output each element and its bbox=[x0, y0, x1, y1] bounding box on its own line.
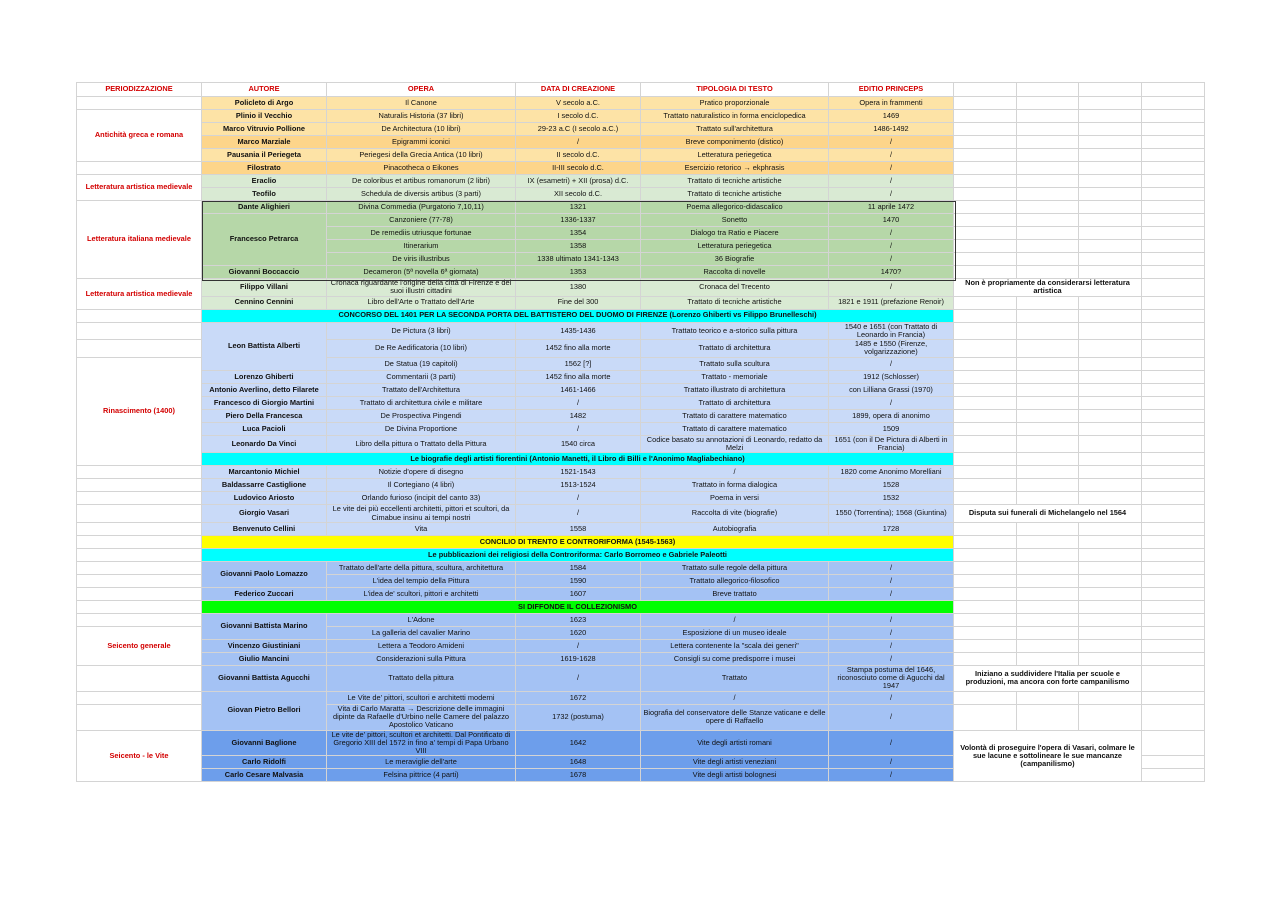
table-row bbox=[77, 730, 1205, 756]
type-cell: Vite degli artisti romani bbox=[641, 730, 829, 756]
table-row bbox=[77, 136, 1205, 149]
work-cell: De Prospectiva Pingendi bbox=[327, 409, 516, 422]
table-row bbox=[77, 613, 1205, 626]
date-cell: 1452 fino alla morte bbox=[516, 340, 641, 358]
work-cell: Schedula de diversis artibus (3 parti) bbox=[327, 188, 516, 201]
type-cell: Trattato bbox=[641, 665, 829, 691]
type-cell: Trattato sulle regole della pittura bbox=[641, 561, 829, 574]
date-cell: II-III secolo d.C. bbox=[516, 162, 641, 175]
author-cell: Marcantonio Michiel bbox=[202, 466, 327, 479]
date-cell: 1336-1337 bbox=[516, 214, 641, 227]
editio-cell: / bbox=[829, 188, 954, 201]
editio-cell: 1912 (Schlosser) bbox=[829, 370, 954, 383]
type-cell: Lettera contenente la "scala dei generi" bbox=[641, 639, 829, 652]
type-cell: Poema in versi bbox=[641, 492, 829, 505]
date-cell: Fine del 300 bbox=[516, 296, 641, 309]
author-cell: Filostrato bbox=[202, 162, 327, 175]
work-cell: Il Cortegiano (4 libri) bbox=[327, 479, 516, 492]
author-cell: Federico Zuccari bbox=[202, 587, 327, 600]
type-cell: Esposizione di un museo ideale bbox=[641, 626, 829, 639]
editio-cell: / bbox=[829, 626, 954, 639]
author-cell: Leon Battista Alberti bbox=[202, 322, 327, 370]
editio-cell: 1528 bbox=[829, 479, 954, 492]
work-cell: Periegesi della Grecia Antica (10 libri) bbox=[327, 149, 516, 162]
type-cell: Trattato sulla scultura bbox=[641, 357, 829, 370]
work-cell: Notizie d'opere di disegno bbox=[327, 466, 516, 479]
editio-cell: / bbox=[829, 175, 954, 188]
date-cell: 1672 bbox=[516, 691, 641, 704]
date-cell: 1452 fino alla morte bbox=[516, 370, 641, 383]
table-row bbox=[77, 535, 1205, 548]
table-row bbox=[77, 309, 1205, 322]
date-cell: 1380 bbox=[516, 279, 641, 297]
type-cell: / bbox=[641, 691, 829, 704]
type-cell: Consigli su come predisporre i musei bbox=[641, 652, 829, 665]
date-cell: / bbox=[516, 505, 641, 523]
date-cell: II secolo d.C. bbox=[516, 149, 641, 162]
type-cell: / bbox=[641, 466, 829, 479]
date-cell: 1584 bbox=[516, 561, 641, 574]
table-row bbox=[77, 149, 1205, 162]
editio-cell: / bbox=[829, 574, 954, 587]
date-cell: 1623 bbox=[516, 613, 641, 626]
type-cell: Pratico proporzionale bbox=[641, 97, 829, 110]
author-cell: Giovanni Paolo Lomazzo bbox=[202, 561, 327, 587]
work-cell: Trattato dell'Architettura bbox=[327, 383, 516, 396]
type-cell: Autobiografia bbox=[641, 522, 829, 535]
work-cell: Pinacotheca o Eikones bbox=[327, 162, 516, 175]
table-row bbox=[77, 296, 1205, 309]
type-cell: Trattato sull'architettura bbox=[641, 123, 829, 136]
work-cell: Divina Commedia (Purgatorio 7,10,11) bbox=[327, 201, 516, 214]
work-cell: Le vite dei più eccellenti architetti, pittori et scultori, da Cimabue insinu ai tempi nostri bbox=[327, 505, 516, 523]
period-seicento: Seicento generale bbox=[77, 626, 202, 665]
date-cell: 1321 bbox=[516, 201, 641, 214]
work-cell: L'idea del tempio della Pittura bbox=[327, 574, 516, 587]
editio-cell: / bbox=[829, 561, 954, 574]
date-cell: 1521-1543 bbox=[516, 466, 641, 479]
author-cell: Antonio Averlino, detto Filarete bbox=[202, 383, 327, 396]
table-row bbox=[77, 214, 1205, 227]
author-cell: Plinio il Vecchio bbox=[202, 110, 327, 123]
author-cell: Giorgio Vasari bbox=[202, 505, 327, 523]
banner-pubblicazioni: Le pubblicazioni dei religiosi della Controriforma: Carlo Borromeo e Gabriele Paleotti bbox=[202, 548, 954, 561]
table-row bbox=[77, 370, 1205, 383]
editio-cell: 1532 bbox=[829, 492, 954, 505]
work-cell: Decameron (5ª novella 6ª giornata) bbox=[327, 266, 516, 279]
table-row bbox=[77, 97, 1205, 110]
work-cell: Considerazioni sulla Pittura bbox=[327, 652, 516, 665]
art-literature-table bbox=[76, 82, 1205, 782]
period-rinascimento: Rinascimento (1400) bbox=[77, 357, 202, 466]
note-vasari: Disputa sui funerali di Michelangelo nel 1564 bbox=[954, 505, 1142, 523]
work-cell: Canzoniere (77-78) bbox=[327, 214, 516, 227]
editio-cell: con Lilliana Grassi (1970) bbox=[829, 383, 954, 396]
header-tipologia: TIPOLOGIA DI TESTO bbox=[641, 83, 829, 97]
header-data: DATA DI CREAZIONE bbox=[516, 83, 641, 97]
editio-cell: / bbox=[829, 149, 954, 162]
work-cell: L'idea de' scultori, pittori e architetti bbox=[327, 587, 516, 600]
date-cell: IX (esametri) + XII (prosa) d.C. bbox=[516, 175, 641, 188]
author-cell: Eraclio bbox=[202, 175, 327, 188]
date-cell: / bbox=[516, 665, 641, 691]
editio-cell: Opera in frammenti bbox=[829, 97, 954, 110]
table-row bbox=[77, 175, 1205, 188]
date-cell: V secolo a.C. bbox=[516, 97, 641, 110]
type-cell: Vite degli artisti bolognesi bbox=[641, 769, 829, 782]
editio-cell: / bbox=[829, 756, 954, 769]
table-row bbox=[77, 479, 1205, 492]
type-cell: Sonetto bbox=[641, 214, 829, 227]
table-row bbox=[77, 548, 1205, 561]
type-cell: / bbox=[641, 613, 829, 626]
editio-cell: 1821 e 1911 (prefazione Renoir) bbox=[829, 296, 954, 309]
editio-cell: 1469 bbox=[829, 110, 954, 123]
date-cell: 1642 bbox=[516, 730, 641, 756]
date-cell: 1678 bbox=[516, 769, 641, 782]
date-cell: 1648 bbox=[516, 756, 641, 769]
work-cell: La galleria del cavalier Marino bbox=[327, 626, 516, 639]
date-cell: / bbox=[516, 136, 641, 149]
work-cell: Libro dell'Arte o Trattato dell'Arte bbox=[327, 296, 516, 309]
editio-cell: / bbox=[829, 396, 954, 409]
work-cell: Le meraviglie dell'arte bbox=[327, 756, 516, 769]
table-row bbox=[77, 435, 1205, 453]
note-vite: Volontà di proseguire l'opera di Vasari, colmare le sue lacune e sottolineare le sue mancanze (campanilismo) bbox=[954, 730, 1142, 782]
type-cell: Trattato allegorico-filosofico bbox=[641, 574, 829, 587]
period-antichita: Antichità greca e romana bbox=[77, 110, 202, 162]
table-row bbox=[77, 652, 1205, 665]
date-cell: 1358 bbox=[516, 240, 641, 253]
table-row bbox=[77, 383, 1205, 396]
author-cell: Giovan Pietro Bellori bbox=[202, 691, 327, 730]
type-cell: Esercizio retorico → ekphrasis bbox=[641, 162, 829, 175]
editio-cell: / bbox=[829, 730, 954, 756]
author-cell: Piero Della Francesca bbox=[202, 409, 327, 422]
table-row bbox=[77, 266, 1205, 279]
period-vite: Seicento - le Vite bbox=[77, 730, 202, 782]
date-cell: 1558 bbox=[516, 522, 641, 535]
work-cell: Libro della pittura o Trattato della Pittura bbox=[327, 435, 516, 453]
date-cell: 1353 bbox=[516, 266, 641, 279]
date-cell: / bbox=[516, 492, 641, 505]
type-cell: Codice basato su annotazioni di Leonardo, redatto da Melzi bbox=[641, 435, 829, 453]
date-cell: 1338 ultimato 1341-1343 bbox=[516, 253, 641, 266]
date-cell: 1562 [?] bbox=[516, 357, 641, 370]
note-scuole: Iniziano a suddividere l'Italia per scuole e produzioni, ma ancora con forte campanilismo bbox=[954, 665, 1142, 691]
header-autore: AUTORE bbox=[202, 83, 327, 97]
work-cell: Il Canone bbox=[327, 97, 516, 110]
author-cell: Baldassarre Castiglione bbox=[202, 479, 327, 492]
date-cell: 1732 (postuma) bbox=[516, 704, 641, 730]
editio-cell: 1651 (con il De Pictura di Alberti in Francia) bbox=[829, 435, 954, 453]
date-cell: / bbox=[516, 639, 641, 652]
work-cell: De Pictura (3 libri) bbox=[327, 322, 516, 340]
editio-cell: / bbox=[829, 587, 954, 600]
author-cell: Giovanni Boccaccio bbox=[202, 266, 327, 279]
date-cell: 1540 circa bbox=[516, 435, 641, 453]
type-cell: Trattato teorico e a-storico sulla pittura bbox=[641, 322, 829, 340]
table-row bbox=[77, 639, 1205, 652]
table-row bbox=[77, 123, 1205, 136]
editio-cell: / bbox=[829, 652, 954, 665]
table-row bbox=[77, 322, 1205, 340]
work-cell: Felsina pittrice (4 parti) bbox=[327, 769, 516, 782]
table-row bbox=[77, 110, 1205, 123]
note-villani: Non è propriamente da considerarsi letteratura artistica bbox=[954, 279, 1142, 297]
work-cell: Le Vite de' pittori, scultori e architetti moderni bbox=[327, 691, 516, 704]
type-cell: Trattato di architettura bbox=[641, 340, 829, 358]
editio-cell: 1509 bbox=[829, 422, 954, 435]
type-cell: Breve componimento (distico) bbox=[641, 136, 829, 149]
type-cell: Letteratura periegetica bbox=[641, 149, 829, 162]
type-cell: Raccolta di vite (biografie) bbox=[641, 505, 829, 523]
table-row bbox=[77, 453, 1205, 466]
type-cell: Trattato di tecniche artistiche bbox=[641, 188, 829, 201]
author-cell: Teofilo bbox=[202, 188, 327, 201]
author-cell: Giulio Mancini bbox=[202, 652, 327, 665]
header-periodizzazione: PERIODIZZAZIONE bbox=[77, 83, 202, 97]
author-cell: Marco Vitruvio Pollione bbox=[202, 123, 327, 136]
table-row bbox=[77, 188, 1205, 201]
work-cell: Trattato dell'arte della pittura, scultura, architettura bbox=[327, 561, 516, 574]
type-cell: 36 Biografie bbox=[641, 253, 829, 266]
header-row bbox=[77, 83, 1205, 97]
type-cell: Trattato in forma dialogica bbox=[641, 479, 829, 492]
editio-cell: / bbox=[829, 613, 954, 626]
type-cell: Poema allegorico-didascalico bbox=[641, 201, 829, 214]
date-cell: 1461-1466 bbox=[516, 383, 641, 396]
editio-cell: / bbox=[829, 240, 954, 253]
work-cell: Vita bbox=[327, 522, 516, 535]
table-row bbox=[77, 505, 1205, 523]
table-row bbox=[77, 396, 1205, 409]
work-cell: Vita di Carlo Maratta → Descrizione delle immagini dipinte da Rafaelle d'Urbino nelle Camere del palazzo Apostolico Vaticano bbox=[327, 704, 516, 730]
editio-cell: / bbox=[829, 253, 954, 266]
author-cell: Vincenzo Giustiniani bbox=[202, 639, 327, 652]
header-editio: EDITIO PRINCEPS bbox=[829, 83, 954, 97]
table-row bbox=[77, 665, 1205, 691]
work-cell: De Divina Proportione bbox=[327, 422, 516, 435]
type-cell: Trattato naturalistico in forma enciclopedica bbox=[641, 110, 829, 123]
work-cell: De viris illustribus bbox=[327, 253, 516, 266]
type-cell: Trattato di architettura bbox=[641, 396, 829, 409]
table-row bbox=[77, 561, 1205, 574]
work-cell: Epigrammi iconici bbox=[327, 136, 516, 149]
period-medievale-1: Letteratura artistica medievale bbox=[77, 175, 202, 201]
work-cell: Trattato di architettura civile e militare bbox=[327, 396, 516, 409]
author-cell: Leonardo Da Vinci bbox=[202, 435, 327, 453]
editio-cell: / bbox=[829, 136, 954, 149]
author-cell: Cennino Cennini bbox=[202, 296, 327, 309]
editio-cell: 1470? bbox=[829, 266, 954, 279]
table-row bbox=[77, 522, 1205, 535]
date-cell: 1513-1524 bbox=[516, 479, 641, 492]
table-row bbox=[77, 492, 1205, 505]
type-cell: Vite degli artisti veneziani bbox=[641, 756, 829, 769]
author-cell: Luca Pacioli bbox=[202, 422, 327, 435]
editio-cell: 1899, opera di anonimo bbox=[829, 409, 954, 422]
author-cell: Dante Alighieri bbox=[202, 201, 327, 214]
work-cell: De Statua (19 capitoli) bbox=[327, 357, 516, 370]
table-row bbox=[77, 422, 1205, 435]
work-cell: Trattato della pittura bbox=[327, 665, 516, 691]
editio-cell: / bbox=[829, 704, 954, 730]
editio-cell: / bbox=[829, 279, 954, 297]
work-cell: Lettera a Teodoro Amideni bbox=[327, 639, 516, 652]
editio-cell: 1540 e 1651 (con Trattato di Leonardo in Francia) bbox=[829, 322, 954, 340]
work-cell: Orlando furioso (incipit del canto 33) bbox=[327, 492, 516, 505]
work-cell: Naturalis Historia (37 libri) bbox=[327, 110, 516, 123]
type-cell: Biografia del conservatore delle Stanze vaticane e delle opere di Raffaello bbox=[641, 704, 829, 730]
editio-cell: 1470 bbox=[829, 214, 954, 227]
author-cell: Francesco di Giorgio Martini bbox=[202, 396, 327, 409]
period-medievale-2: Letteratura artistica medievale bbox=[77, 279, 202, 310]
author-cell: Ludovico Ariosto bbox=[202, 492, 327, 505]
work-cell: Le vite de' pittori, scultori et architetti. Dal Pontificato di Gregorio XIII del 1572 in fino a' tempi di Papa Urbano VIII bbox=[327, 730, 516, 756]
header-opera: OPERA bbox=[327, 83, 516, 97]
date-cell: 1607 bbox=[516, 587, 641, 600]
banner-collezionismo: SI DIFFONDE IL COLLEZIONISMO bbox=[202, 600, 954, 613]
author-cell: Giovanni Battista Marino bbox=[202, 613, 327, 639]
banner-biografie: Le biografie degli artisti fiorentini (Antonio Manetti, il Libro di Billi e l'Anonimo Magliabechiano) bbox=[202, 453, 954, 466]
table-row bbox=[77, 201, 1205, 214]
work-cell: Commentarii (3 parti) bbox=[327, 370, 516, 383]
date-cell: 1590 bbox=[516, 574, 641, 587]
work-cell: De coloribus et artibus romanorum (2 libri) bbox=[327, 175, 516, 188]
editio-cell: 1550 (Torrentina); 1568 (Giuntina) bbox=[829, 505, 954, 523]
date-cell: 1354 bbox=[516, 227, 641, 240]
work-cell: L'Adone bbox=[327, 613, 516, 626]
date-cell: 1482 bbox=[516, 409, 641, 422]
author-cell: Lorenzo Ghiberti bbox=[202, 370, 327, 383]
date-cell: I secolo d.C. bbox=[516, 110, 641, 123]
type-cell: Dialogo tra Ratio e Piacere bbox=[641, 227, 829, 240]
type-cell: Cronaca del Trecento bbox=[641, 279, 829, 297]
author-cell: Benvenuto Cellini bbox=[202, 522, 327, 535]
editio-cell: / bbox=[829, 691, 954, 704]
editio-cell: / bbox=[829, 769, 954, 782]
editio-cell: / bbox=[829, 639, 954, 652]
work-cell: Itinerarium bbox=[327, 240, 516, 253]
author-cell: Pausania il Periegeta bbox=[202, 149, 327, 162]
date-cell: / bbox=[516, 422, 641, 435]
editio-cell: / bbox=[829, 227, 954, 240]
editio-cell: 1728 bbox=[829, 522, 954, 535]
table-row bbox=[77, 466, 1205, 479]
work-cell: De Re Aedificatoria (10 libri) bbox=[327, 340, 516, 358]
editio-cell: 1820 come Anonimo Morelliani bbox=[829, 466, 954, 479]
date-cell: 1619-1628 bbox=[516, 652, 641, 665]
banner-concilio: CONCILIO DI TRENTO E CONTRORIFORMA (1545-1563) bbox=[202, 535, 954, 548]
type-cell: Trattato illustrato di architettura bbox=[641, 383, 829, 396]
editio-cell: Stampa postuma del 1646, riconosciuto come di Agucchi dal 1947 bbox=[829, 665, 954, 691]
type-cell: Trattato di tecniche artistiche bbox=[641, 175, 829, 188]
author-cell: Carlo Cesare Malvasia bbox=[202, 769, 327, 782]
editio-cell: / bbox=[829, 357, 954, 370]
author-cell: Carlo Ridolfi bbox=[202, 756, 327, 769]
date-cell: 1620 bbox=[516, 626, 641, 639]
work-cell: De remediis utriusque fortunae bbox=[327, 227, 516, 240]
type-cell: Trattato di tecniche artistiche bbox=[641, 296, 829, 309]
type-cell: Trattato di carattere matematico bbox=[641, 409, 829, 422]
type-cell: Breve trattato bbox=[641, 587, 829, 600]
author-cell: Giovanni Baglione bbox=[202, 730, 327, 756]
type-cell: Trattato di carattere matematico bbox=[641, 422, 829, 435]
author-cell: Francesco Petrarca bbox=[202, 214, 327, 266]
table-row bbox=[77, 409, 1205, 422]
author-cell: Giovanni Battista Agucchi bbox=[202, 665, 327, 691]
work-cell: Cronaca riguardante l'origine della città di Firenze e dei suoi illustri cittadini bbox=[327, 279, 516, 297]
table-row bbox=[77, 691, 1205, 704]
editio-cell: 11 aprile 1472 bbox=[829, 201, 954, 214]
editio-cell: / bbox=[829, 162, 954, 175]
date-cell: 1435-1436 bbox=[516, 322, 641, 340]
table-row bbox=[77, 279, 1205, 297]
author-cell: Policleto di Argo bbox=[202, 97, 327, 110]
table-row bbox=[77, 600, 1205, 613]
date-cell: XII secolo d.C. bbox=[516, 188, 641, 201]
author-cell: Filippo Villani bbox=[202, 279, 327, 297]
banner-concorso: CONCORSO DEL 1401 PER LA SECONDA PORTA DEL BATTISTERO DEL DUOMO DI FIRENZE (Lorenzo Ghiberti vs Filippo Brunelleschi) bbox=[202, 309, 954, 322]
date-cell: / bbox=[516, 396, 641, 409]
type-cell: Raccolta di novelle bbox=[641, 266, 829, 279]
type-cell: Trattato - memoriale bbox=[641, 370, 829, 383]
editio-cell: 1486-1492 bbox=[829, 123, 954, 136]
work-cell: De Architectura (10 libri) bbox=[327, 123, 516, 136]
editio-cell: 1485 e 1550 (Firenze, volgarizzazione) bbox=[829, 340, 954, 358]
author-cell: Marco Marziale bbox=[202, 136, 327, 149]
table-row bbox=[77, 587, 1205, 600]
type-cell: Letteratura periegetica bbox=[641, 240, 829, 253]
date-cell: 29-23 a.C (I secolo a.C.) bbox=[516, 123, 641, 136]
period-italiana: Letteratura italiana medievale bbox=[77, 201, 202, 279]
table-row bbox=[77, 162, 1205, 175]
